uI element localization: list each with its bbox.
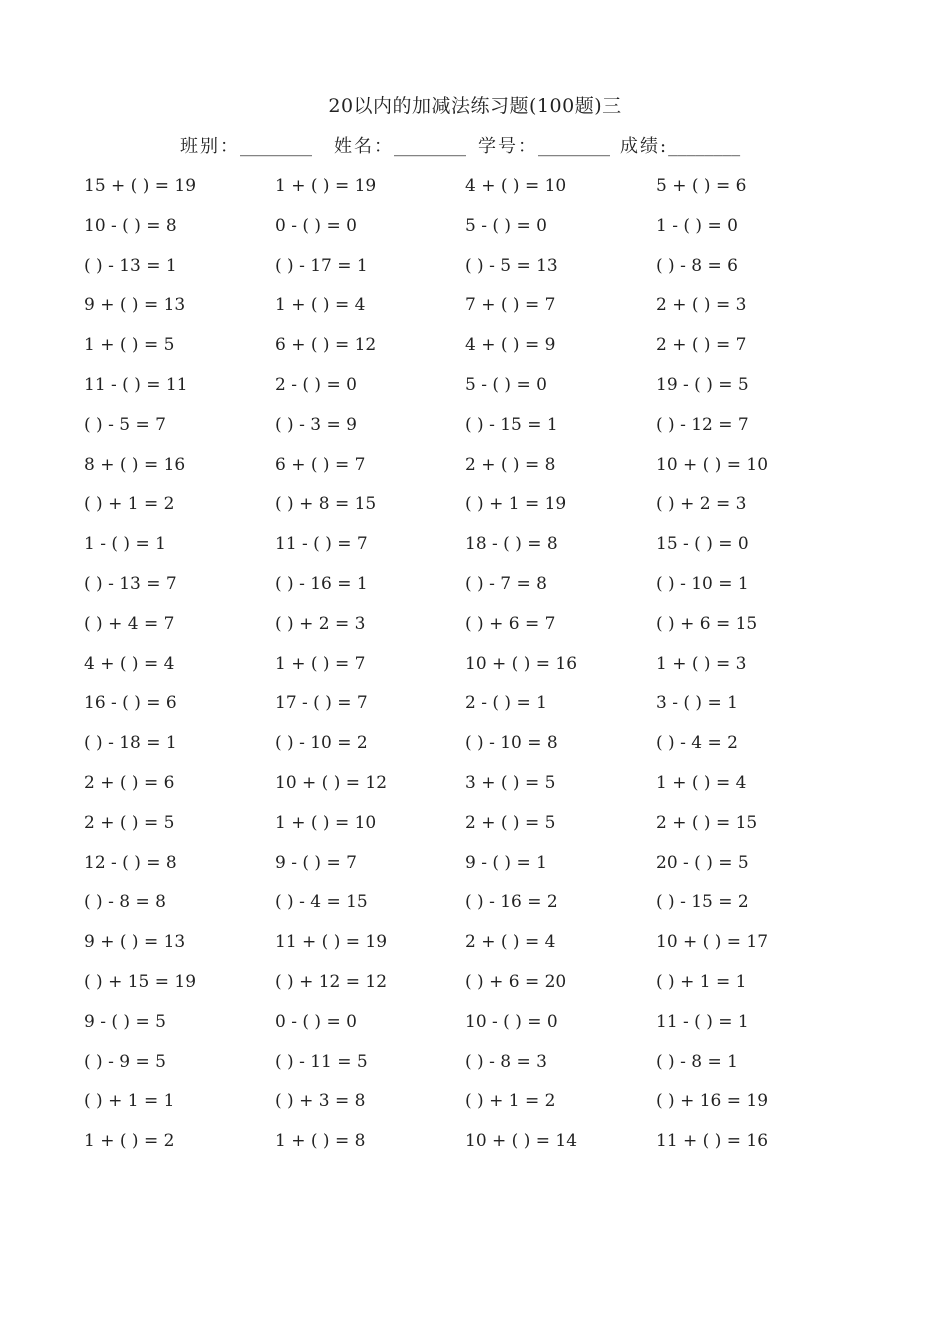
problem-item[interactable]: ( ) - 15 = 1 <box>465 414 558 435</box>
problem-item[interactable]: ( ) - 8 = 3 <box>465 1051 547 1072</box>
problem-item[interactable]: 9 - ( ) = 7 <box>275 852 357 873</box>
problem-item[interactable]: 1 + ( ) = 5 <box>84 335 175 356</box>
score-label: 成绩: <box>620 136 669 157</box>
problem-item[interactable]: 1 + ( ) = 2 <box>84 1131 175 1152</box>
problem-item[interactable]: ( ) + 4 = 7 <box>84 613 175 634</box>
problem-item[interactable]: 2 + ( ) = 5 <box>465 812 556 833</box>
problem-item[interactable]: 11 - ( ) = 11 <box>84 375 188 395</box>
problem-item[interactable]: 4 + ( ) = 10 <box>465 176 567 196</box>
problem-item[interactable]: ( ) + 2 = 3 <box>275 613 366 634</box>
class-blank[interactable]: ________ <box>240 136 312 157</box>
problem-item[interactable]: 2 + ( ) = 7 <box>656 335 747 356</box>
problem-row <box>0 768 950 798</box>
problem-item[interactable]: 11 - ( ) = 1 <box>656 1011 749 1032</box>
problem-item[interactable]: 1 + ( ) = 7 <box>275 653 366 674</box>
problem-item[interactable]: 11 + ( ) = 16 <box>656 1131 769 1152</box>
problem-item[interactable]: 15 - ( ) = 0 <box>656 534 749 555</box>
problem-row <box>0 1047 950 1077</box>
problem-item[interactable]: ( ) + 2 = 3 <box>656 494 747 515</box>
problem-item[interactable]: ( ) + 6 = 15 <box>656 613 758 634</box>
problem-item[interactable]: 1 + ( ) = 4 <box>656 773 747 793</box>
class-label: 班别： <box>180 136 240 157</box>
problem-item[interactable]: 5 + ( ) = 6 <box>656 176 747 196</box>
problem-item[interactable]: ( ) - 10 = 1 <box>656 574 749 594</box>
problem-row <box>0 211 950 241</box>
problem-item[interactable]: ( ) + 3 = 8 <box>275 1091 366 1112</box>
problem-item[interactable]: ( ) - 16 = 2 <box>465 892 558 913</box>
problem-item[interactable]: 1 + ( ) = 8 <box>275 1131 366 1152</box>
problem-item[interactable]: 1 - ( ) = 1 <box>84 534 166 555</box>
problem-item[interactable]: ( ) - 17 = 1 <box>275 255 368 276</box>
problem-item[interactable]: ( ) - 12 = 7 <box>656 414 749 435</box>
problem-row <box>0 370 950 400</box>
problem-row <box>0 290 950 320</box>
problem-row <box>0 609 950 639</box>
problem-item[interactable]: 2 + ( ) = 5 <box>84 812 175 833</box>
problem-item[interactable]: ( ) - 13 = 1 <box>84 255 177 276</box>
problem-item[interactable]: ( ) - 10 = 8 <box>465 733 558 754</box>
problem-item[interactable]: 2 + ( ) = 15 <box>656 812 758 833</box>
problem-item[interactable]: 3 - ( ) = 1 <box>656 693 738 714</box>
problem-item[interactable]: 15 + ( ) = 19 <box>84 176 197 196</box>
problem-item[interactable]: ( ) - 8 = 6 <box>656 255 738 276</box>
problem-item[interactable]: 5 - ( ) = 0 <box>465 375 547 395</box>
problem-item[interactable]: 1 + ( ) = 19 <box>275 176 377 196</box>
problem-item[interactable]: 1 + ( ) = 10 <box>275 812 377 833</box>
problem-row <box>0 1007 950 1037</box>
problem-item[interactable]: 11 + ( ) = 19 <box>275 932 388 953</box>
problem-item[interactable]: 10 + ( ) = 12 <box>275 773 388 793</box>
problem-item[interactable]: 10 - ( ) = 8 <box>84 215 177 236</box>
problem-item[interactable]: 2 + ( ) = 6 <box>84 773 175 793</box>
problem-row <box>0 927 950 957</box>
problem-item[interactable]: ( ) - 3 = 9 <box>275 414 357 435</box>
problem-item[interactable]: 2 - ( ) = 1 <box>465 693 547 714</box>
problem-item[interactable]: 6 + ( ) = 12 <box>275 335 377 356</box>
problem-item[interactable]: ( ) + 6 = 20 <box>465 972 567 992</box>
problem-row <box>0 569 950 599</box>
problem-item[interactable]: 10 + ( ) = 10 <box>656 454 769 475</box>
problem-item[interactable]: 5 - ( ) = 0 <box>465 215 547 236</box>
problem-item[interactable]: 4 + ( ) = 9 <box>465 335 556 356</box>
problem-item[interactable]: 9 + ( ) = 13 <box>84 932 186 953</box>
problem-row <box>0 967 950 997</box>
problem-item[interactable]: 16 - ( ) = 6 <box>84 693 177 714</box>
problem-item[interactable]: 20 - ( ) = 5 <box>656 852 749 873</box>
problem-item[interactable]: ( ) - 13 = 7 <box>84 574 177 594</box>
problem-item[interactable]: 9 - ( ) = 5 <box>84 1011 166 1032</box>
problem-item[interactable]: 0 - ( ) = 0 <box>275 1011 357 1032</box>
problem-item[interactable]: 0 - ( ) = 0 <box>275 215 357 236</box>
problem-item[interactable]: 8 + ( ) = 16 <box>84 454 186 475</box>
student-number-blank[interactable]: ________ <box>538 136 610 157</box>
problem-item[interactable]: 19 - ( ) = 5 <box>656 375 749 395</box>
student-number-label: 学号： <box>478 136 538 157</box>
name-label: 姓名： <box>334 136 394 157</box>
problem-item[interactable]: 9 + ( ) = 13 <box>84 295 186 316</box>
problem-item[interactable]: 10 + ( ) = 17 <box>656 932 769 953</box>
problem-item[interactable]: ( ) - 8 = 1 <box>656 1051 738 1072</box>
problem-row <box>0 1126 950 1156</box>
problem-item[interactable]: 9 - ( ) = 1 <box>465 852 547 873</box>
problem-item[interactable]: ( ) - 5 = 7 <box>84 414 166 435</box>
problem-item[interactable]: ( ) + 1 = 1 <box>656 972 747 992</box>
problem-item[interactable]: ( ) - 4 = 2 <box>656 733 738 754</box>
problem-item[interactable]: ( ) + 16 = 19 <box>656 1091 769 1112</box>
problem-item[interactable]: 10 + ( ) = 16 <box>465 653 578 674</box>
problem-item[interactable]: ( ) - 18 = 1 <box>84 733 177 754</box>
problem-row <box>0 529 950 559</box>
problem-row <box>0 251 950 281</box>
problem-item[interactable]: 2 + ( ) = 4 <box>465 932 556 953</box>
problem-item[interactable]: 2 - ( ) = 0 <box>275 375 357 395</box>
problem-item[interactable]: 17 - ( ) = 7 <box>275 693 368 714</box>
problem-item[interactable]: 12 - ( ) = 8 <box>84 852 177 873</box>
problem-row <box>0 330 950 360</box>
problem-item[interactable]: ( ) + 1 = 19 <box>465 494 567 515</box>
problem-item[interactable]: 11 - ( ) = 7 <box>275 534 368 555</box>
problem-item[interactable]: 7 + ( ) = 7 <box>465 295 556 316</box>
problem-item[interactable]: ( ) + 12 = 12 <box>275 972 388 992</box>
worksheet-title: 20以内的加减法练习题(100题)三 <box>328 95 622 117</box>
problem-item[interactable]: 4 + ( ) = 4 <box>84 653 175 674</box>
problem-item[interactable]: 2 + ( ) = 8 <box>465 454 556 475</box>
problem-item[interactable]: 1 + ( ) = 3 <box>656 653 747 674</box>
problem-row <box>0 1086 950 1116</box>
problem-row <box>0 688 950 718</box>
problem-row <box>0 489 950 519</box>
problem-row <box>0 450 950 480</box>
problem-item[interactable]: 18 - ( ) = 8 <box>465 534 558 555</box>
problem-item[interactable]: ( ) - 4 = 15 <box>275 892 368 913</box>
problem-item[interactable]: ( ) + 1 = 2 <box>465 1091 556 1112</box>
problem-row <box>0 848 950 878</box>
problem-item[interactable]: 3 + ( ) = 5 <box>465 773 556 793</box>
problem-item[interactable]: 1 + ( ) = 4 <box>275 295 366 316</box>
problem-row <box>0 808 950 838</box>
problem-item[interactable]: ( ) - 8 = 8 <box>84 892 166 913</box>
problem-item[interactable]: ( ) - 7 = 8 <box>465 574 547 594</box>
problem-item[interactable]: ( ) - 11 = 5 <box>275 1051 368 1072</box>
problem-item[interactable]: ( ) + 1 = 1 <box>84 1091 175 1112</box>
problem-item[interactable]: 6 + ( ) = 7 <box>275 454 366 475</box>
name-blank[interactable]: ________ <box>394 136 466 157</box>
problem-item[interactable]: ( ) + 1 = 2 <box>84 494 175 515</box>
problem-row <box>0 649 950 679</box>
problem-row <box>0 410 950 440</box>
problem-item[interactable]: ( ) - 10 = 2 <box>275 733 368 754</box>
problem-item[interactable]: ( ) - 5 = 13 <box>465 255 558 276</box>
problem-item[interactable]: 10 - ( ) = 0 <box>465 1011 558 1032</box>
problem-item[interactable]: ( ) + 6 = 7 <box>465 613 556 634</box>
problem-row <box>0 887 950 917</box>
score-blank[interactable]: ________ <box>668 136 741 157</box>
problem-item[interactable]: ( ) - 15 = 2 <box>656 892 749 913</box>
problem-item[interactable]: ( ) - 9 = 5 <box>84 1051 166 1072</box>
problem-item[interactable]: ( ) + 8 = 15 <box>275 494 377 515</box>
problem-item[interactable]: ( ) + 15 = 19 <box>84 972 197 992</box>
problem-item[interactable]: ( ) - 16 = 1 <box>275 574 368 594</box>
problem-row <box>0 171 950 201</box>
problem-item[interactable]: 2 + ( ) = 3 <box>656 295 747 316</box>
problem-item[interactable]: 10 + ( ) = 14 <box>465 1131 578 1152</box>
problem-item[interactable]: 1 - ( ) = 0 <box>656 215 738 236</box>
problem-row <box>0 728 950 758</box>
